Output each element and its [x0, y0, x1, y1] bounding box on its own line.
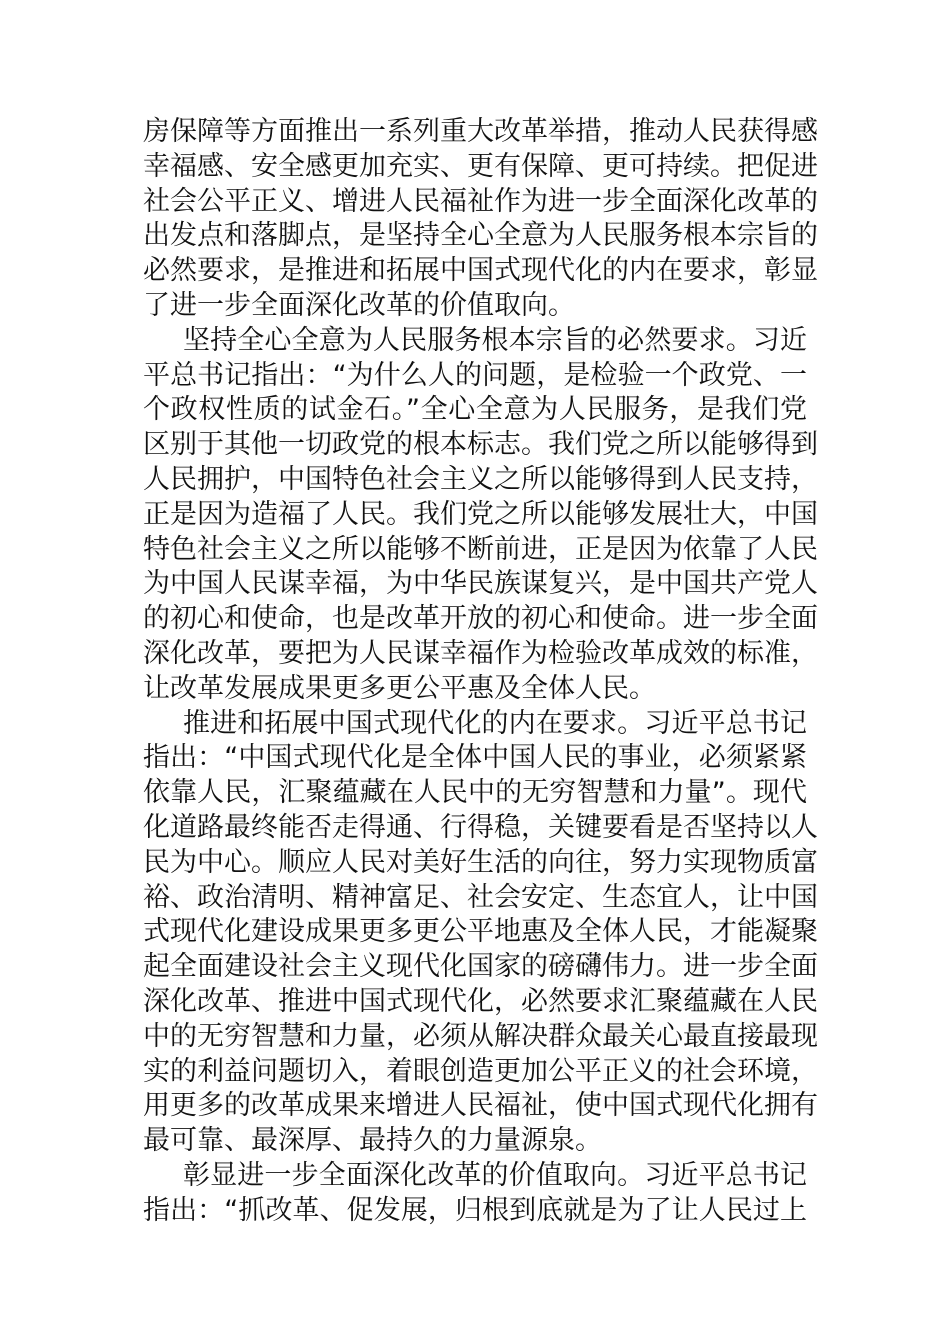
text-line: 房保障等方面推出一系列重大改革举措，推动人民获得感 [143, 116, 818, 147]
text-line: 社会公平正义、增进人民福祉作为进一步全面深化改革的 [143, 185, 818, 217]
body-text [143, 115, 818, 1229]
text-line: 特色社会主义之所以能够不断前进，正是因为依靠了人民 [143, 533, 818, 565]
text-line: 为中国人民谋幸福，为中华民族谋复兴，是中国共产党人 [143, 568, 818, 600]
text-line: 式现代化建设成果更多更公平地惠及全体人民，才能凝聚 [143, 916, 818, 948]
text-line: 依靠人民，汇聚蕴藏在人民中的无穷智慧和力量”。现代 [143, 777, 807, 809]
text-line: 用更多的改革成果来增进人民福祉，使中国式现代化拥有 [143, 1090, 818, 1122]
text-line: 深化改革、推进中国式现代化，必然要求汇聚蕴藏在人民 [143, 985, 818, 1017]
text-line: 实的利益问题切入，着眼创造更加公平正义的社会环境， [143, 1055, 818, 1087]
text-line: 的初心和使命，也是改革开放的初心和使命。进一步全面 [143, 603, 818, 635]
text-line: 指出：“中国式现代化是全体中国人民的事业，必须紧紧 [143, 742, 807, 774]
text-line: 必然要求，是推进和拓展中国式现代化的内在要求，彰显 [143, 255, 818, 287]
text-line: 让改革发展成果更多更公平惠及全体人民。 [143, 672, 656, 704]
text-line: 个政权性质的试金石。”全心全意为人民服务，是我们党 [143, 394, 807, 426]
text-line: 民为中心。顺应人民对美好生活的向往，努力实现物质富 [143, 846, 818, 878]
text-line: 裕、政治清明、精神富足、社会安定、生态宜人，让中国 [143, 881, 818, 913]
text-line: 化道路最终能否走得通、行得稳，关键要看是否坚持以人 [143, 811, 818, 843]
text-line: 起全面建设社会主义现代化国家的磅礴伟力。进一步全面 [143, 951, 818, 983]
text-line: 人民拥护，中国特色社会主义之所以能够得到人民支持， [143, 463, 818, 495]
text-line: 指出：“抓改革、促发展，归根到底就是为了让人民过上 [143, 1194, 807, 1226]
text-line: 最可靠、最深厚、最持久的力量源泉。 [143, 1125, 602, 1157]
text-line: 正是因为造福了人民。我们党之所以能够发展壮大，中国 [143, 498, 818, 530]
text-line: 深化改革，要把为人民谋幸福作为检验改革成效的标准， [143, 637, 818, 669]
paragraph-heading-line: 坚持全心全意为人民服务根本宗旨的必然要求。习近 [183, 324, 807, 356]
text-line: 了进一步全面深化改革的价值取向。 [143, 289, 575, 321]
paragraph-heading-line: 推进和拓展中国式现代化的内在要求。习近平总书记 [183, 707, 807, 739]
text-line: 区别于其他一切政党的根本标志。我们党之所以能够得到 [143, 429, 818, 461]
text-line: 出发点和落脚点，是坚持全心全意为人民服务根本宗旨的 [143, 220, 818, 252]
text-line: 中的无穷智慧和力量，必须从解决群众最关心最直接最现 [143, 1020, 818, 1052]
text-line: 幸福感、安全感更加充实、更有保障、更可持续。把促进 [143, 150, 818, 182]
text-line: 平总书记指出：“为什么人的问题，是检验一个政党、一 [143, 359, 807, 391]
paragraph-heading-line: 彰显进一步全面深化改革的价值取向。习近平总书记 [183, 1159, 807, 1191]
